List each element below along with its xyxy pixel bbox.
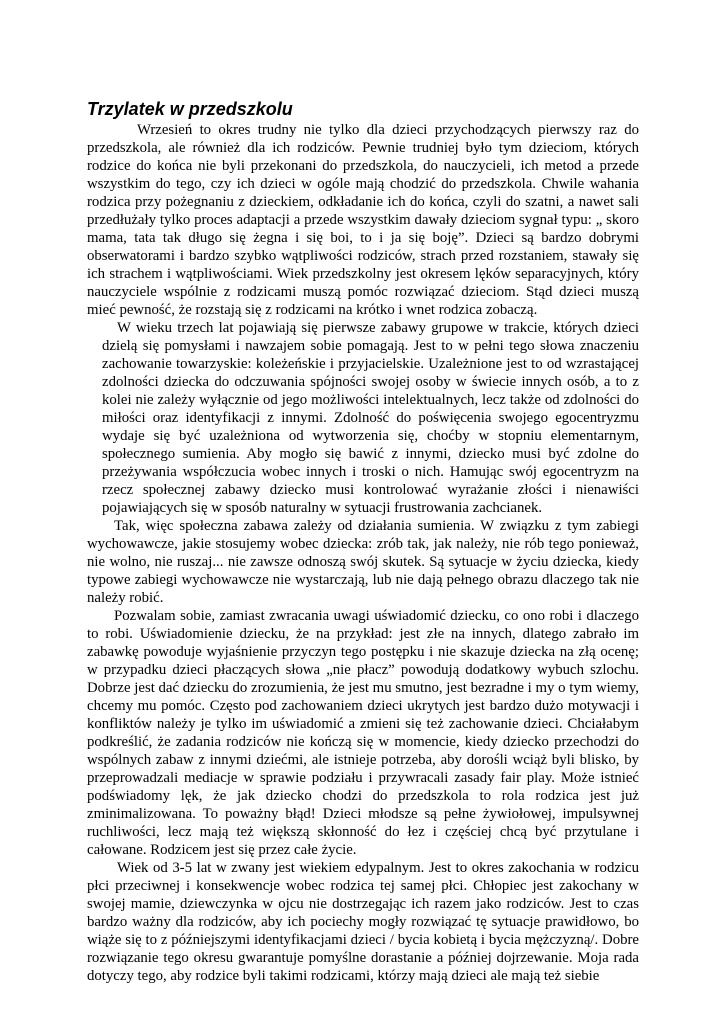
- document-body: [87, 121, 639, 985]
- paragraph-oedipal-age: Wiek od 3-5 lat w zwany jest wiekiem edypalnym. Jest to okres zakochania w rodzicu płci przeciwnej i konsekwencje wobec rodzica tej samej płci. Chłopiec jest zakochany w swojej mamie, dziewczynka w ojcu nie dostrzegając ich razem jako rodziców. Jest to czas bardzo ważny dla rodziców, aby ich pociechy mogły rozwiązać tę sytuacje prawidłowo, bo wiąże się to z późniejszymi identyfikacjami dzieci / bycia kobietą i bycia mężczyzną/. Dobre rozwiązanie tego okresu gwarantuje pomyślne dorastanie a później dojrzewanie. Moja rada dotyczy tego, aby rodzice byli takimi rodzicami, którzy mają dzieci ale mają też siebie: [87, 860, 639, 984]
- paragraph-awareness: Pozwalam sobie, zamiast zwracania uwagi uświadomić dziecku, co ono robi i dlaczego to robi. Uświadomienie dziecku, że na przykład: jest złe na innych, dlatego zabrało im zabawkę powoduje wyjaśnienie przyczyn tego postępku i nie skazuje dziecka na złą ocenę; w przypadku dzieci płaczących słowa „nie płacz” powodują dodatkowy wybuch szlochu. Dobrze jest dać dziecku do zrozumienia, że jest mu smutno, jest bezradne i my o tym wiemy, chcemy mu pomóc. Często pod zachowaniem dzieci ukrytych jest bardzo dużo motywacji i konfliktów należy je tylko im uświadomić a zmieni się też zachowanie dzieci. Chciałabym podkreślić, że zadania rodziców nie kończą się w momencie, kiedy dziecko przechodzi do wspólnych zabaw z innymi dziećmi, ale istnieje potrzeba, aby dorośli wciąż byli blisko, by przeprowadzali mediacje w sprawie podziału i przywracali zasady fair play. Może istnieć podświadomy lęk, że jak dziecko chodzi do przedszkola to rola rodzica jest już zminimalizowana. To poważny błąd! Dzieci młodsze są pełne żywiołowej, impulsywnej ruchliwości, lecz mają też większą skłonność do łez i częściej chcą być przytulane i całowane. Rodzicem jest się przez całe życie.: [87, 608, 639, 858]
- paragraph-group-play: W wieku trzech lat pojawiają się pierwsze zabawy grupowe w trakcie, których dzieci dzielą się pomysłami i nawzajem sobie pomagają. Jest to w pełni tego słowa znaczeniu zachowanie towarzyskie: koleżeńskie i przyjacielskie. Uzależnione jest to od wzrastającej zdolności dziecka do odczuwania spójności swojej osoby w świecie innych osób, a to z kolei nie zależy wyłącznie od jego możliwości intelektualnych, lecz także od zdolności do miłości oraz identyfikacji z innymi. Zdolność do poświęcenia swojego egocentryzmu wydaje się być uzależniona od wytworzenia się, choćby w stopniu elementarnym, społecznego sumienia. Aby mogło się bawić z innymi, dziecko musi być zdolne do przeżywania współczucia wobec innych i troski o nich. Hamując swój egocentryzm na rzecz społecznej zabawy dziecko musi kontrolować wyrażanie złości i nienawiści pojawiających się w sposób naturalny w sytuacji frustrowania zachcianek.: [102, 320, 639, 516]
- paragraph-conscience: Tak, więc społeczna zabawa zależy od działania sumienia. W związku z tym zabiegi wychowawcze, jakie stosujemy wobec dziecka: zrób tak, jak należy, nie rób tego ponieważ, nie wolno, nie ruszaj... nie zawsze odnoszą swój skutek. Są sytuacje w życiu dziecka, kiedy typowe zabiegi wychowawcze nie wystarczają, lub nie dają pełnego obrazu dlaczego tak nie należy robić.: [87, 518, 639, 606]
- document-title: Trzylatek w przedszkolu: [87, 99, 293, 119]
- paragraph-september-adaptation: Wrzesień to okres trudny nie tylko dla dzieci przychodzących pierwszy raz do przedszkola, ale również dla ich rodziców. Pewnie trudniej było tym dzieciom, których rodzice do końca nie byli przekonani do przedszkola, do nauczycieli, ich metod a przede wszystkim do tego, czy ich dzieci w ogóle mają chodzić do przedszkola. Chwile wahania rodzica przy pożegnaniu z dzieckiem, odkładanie ich do końca, czyli do szatni, a nawet sali przedłużały tylko proces adaptacji a przede wszystkim dawały dzieciom sygnał typu: „ skoro mama, tata tak długo się żegna i się boi, to i ja się boję”. Dzieci są bardzo dobrymi obserwatorami i bardzo szybko wątpliwości rodziców, strach przed rozstaniem, stawały się ich strachem i wątpliwościami. Wiek przedszkolny jest okresem lęków separacyjnych, który nauczyciele wspólnie z rodzicami muszą pomóc rozwiązać dzieciom. Stąd dzieci muszą mieć pewność, że rozstają się z rodzicami na krótko i wnet rodzica zobaczą.: [87, 122, 639, 318]
